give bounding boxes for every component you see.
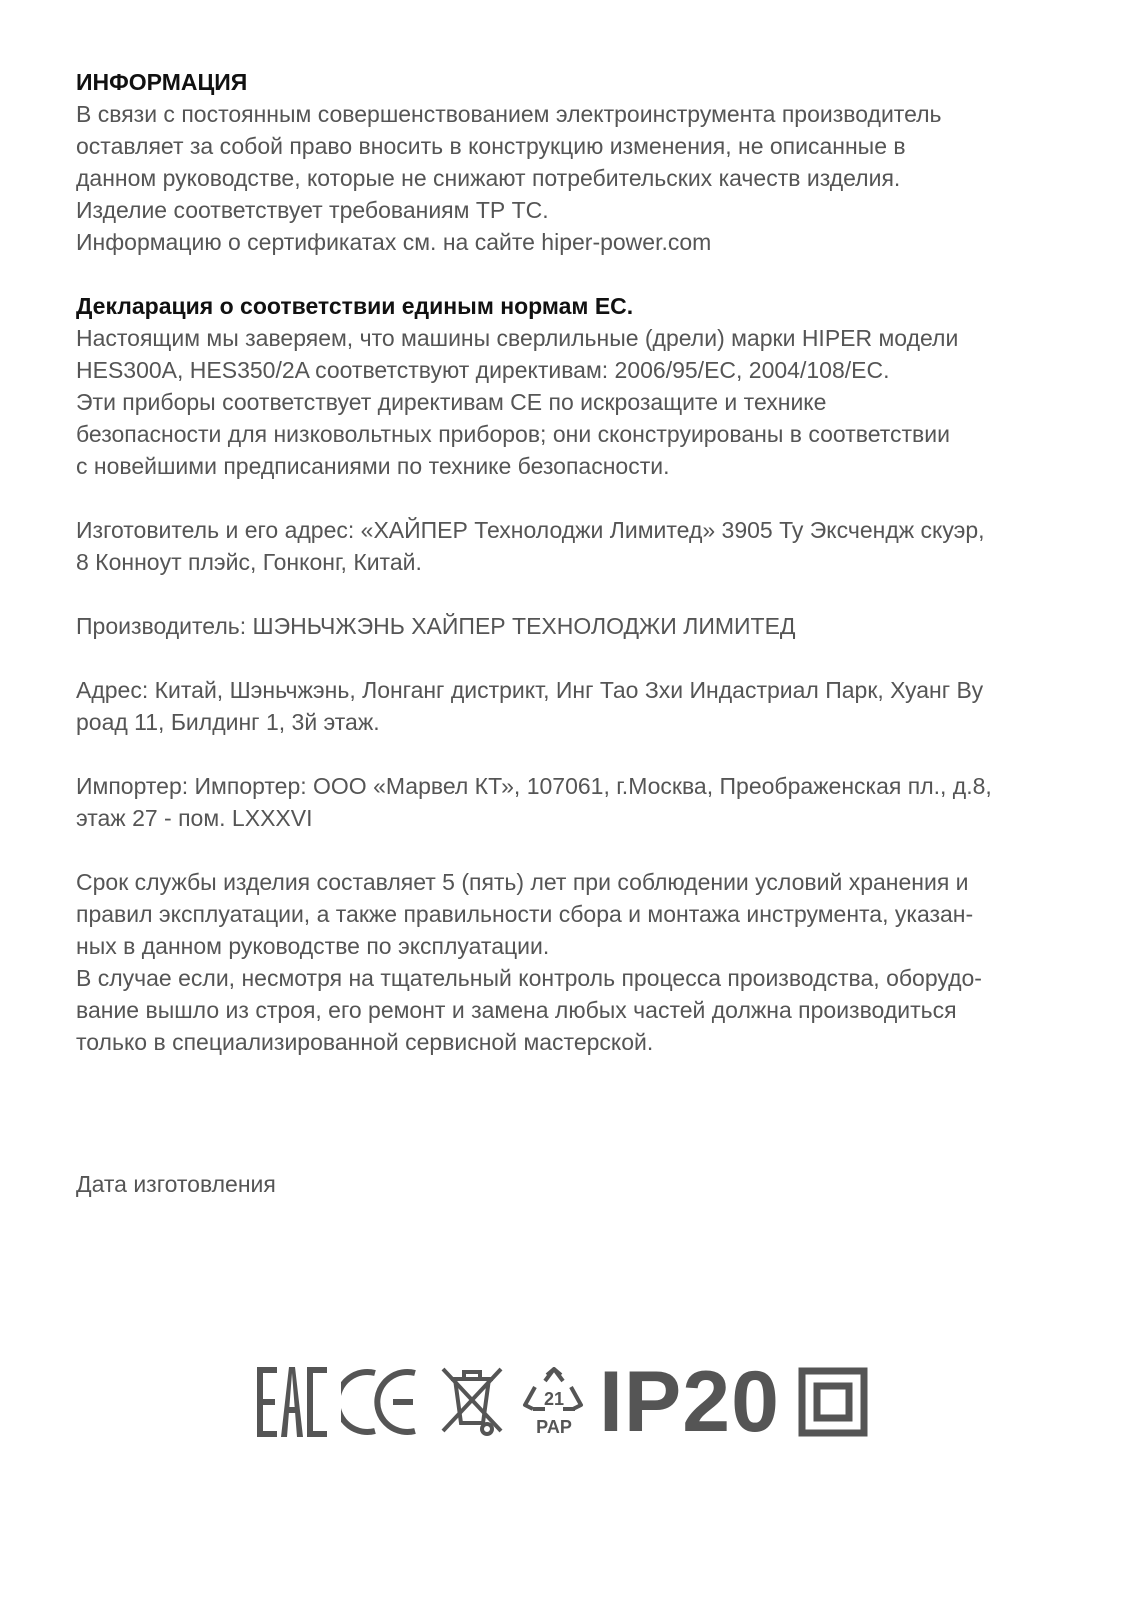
declaration-paragraph: Настоящим мы заверяем, что машины сверлильные (дрели) марки HIPER модели HES300A, HES350/2A соответствуют директивам: 2006/95/EC, 2004/108/EC. Эти приборы соответствует директивам CE по искрозащите и технике безопасности для низковольтных приборов; они сконструированы в соответствии с новейшими предписаниями по технике безопасности.	[76, 325, 959, 479]
eac-mark-icon	[257, 1367, 327, 1437]
manufacture-date-label: Дата изготовления	[76, 1171, 276, 1197]
service-life: Срок службы изделия составляет 5 (пять) лет при соблюдении условий хранения и правил эксплуатации, а также правильности сбора и монтажа инструмента, указан- ных в данном руководстве по эксплуатации. В случае если, несмотря на тщательный контроль процесса производства, оборудо- вание вышло из строя, его ремонт и замена любых частей должна производиться только в специализированной сервисной мастерской.	[76, 869, 982, 1055]
recycling-number: 21	[543, 1389, 565, 1409]
spacer	[76, 482, 1066, 514]
spacer	[76, 642, 1066, 674]
weee-bin-icon	[437, 1367, 507, 1437]
declaration-heading: Декларация о соответствии единым нормам ЕС.	[76, 293, 634, 319]
importer: Импортер: Импортер: ООО «Марвел КТ», 107061, г.Москва, Преображенская пл., д.8, этаж 27 - пом. LXXXVI	[76, 773, 992, 831]
class-ii-insulation-icon	[798, 1367, 868, 1437]
manufacturer-address: Изготовитель и его адрес: «ХАЙПЕР Технолоджи Лимитед» 3905 Ту Эксчендж скуэр, 8 Коннoут плэйс, Гонконг, Китай.	[76, 517, 985, 575]
spacer	[76, 578, 1066, 610]
info-paragraph: В связи с постоянным совершенствованием электроинструмента производитель оставляет за собой право вносить в конструкцию изменения, не описанные в данном руководстве, которые не снижают потребительских качеств изделия. Изделие соответствует требованиям ТР ТС. Информацию о сертификатах см. на сайте hiper-power.com	[76, 101, 942, 255]
recycling-code: PAP	[536, 1417, 572, 1437]
spacer	[76, 834, 1066, 866]
spacer	[76, 738, 1066, 770]
producer: Производитель: ШЭНЬЧЖЭНЬ ХАЙПЕР ТЕХНОЛОДЖИ ЛИМИТЕД	[76, 613, 796, 639]
spacer	[76, 258, 1066, 290]
recycling-pap-icon	[521, 1367, 587, 1437]
document-body	[76, 66, 1066, 1058]
ce-mark-icon	[341, 1367, 421, 1437]
ip-rating: IP20	[599, 1354, 780, 1450]
info-heading: ИНФОРМАЦИЯ	[76, 69, 248, 95]
producer-address: Адрес: Китай, Шэньчжэнь, Лонганг дистрикт, Инг Тао Зхи Индастриал Парк, Хуанг Ву роад 11, Билдинг 1, 3й этаж.	[76, 677, 984, 735]
certification-marks	[257, 1354, 868, 1450]
